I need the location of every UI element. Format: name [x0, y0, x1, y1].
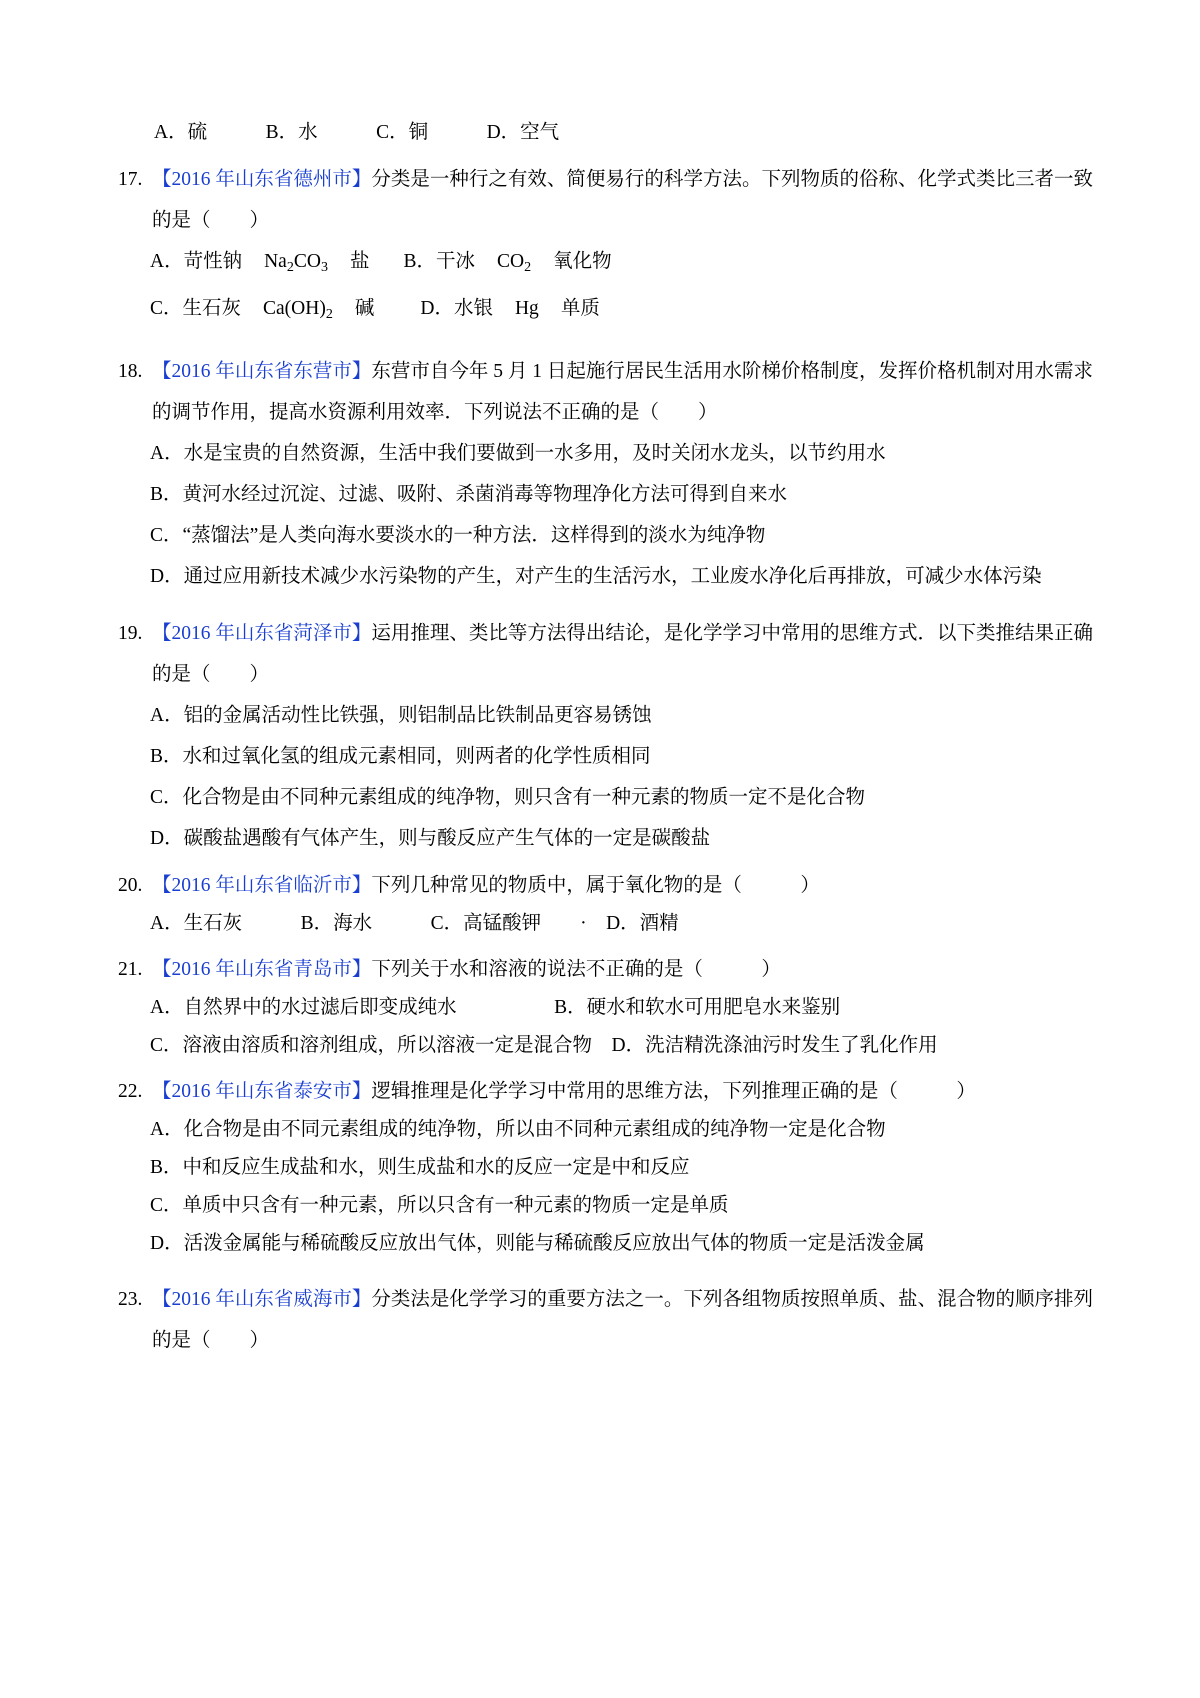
question-stem-line [118, 351, 1093, 433]
option-line-a: A．苛性钠 $Na_2CO_3$ 盐 B．干冰 $CO_2$ 氧化物 [150, 251, 612, 275]
question-source: 【2016 年山东省菏泽市】 [152, 622, 372, 644]
question-source: 【2016 年山东省泰安市】 [152, 1080, 372, 1102]
question-20 [118, 867, 1093, 943]
question-18 [118, 351, 1093, 597]
question-stem [152, 951, 1093, 989]
question-number: 19. [118, 622, 143, 644]
spacer [118, 599, 1093, 613]
option-line-b: B．黄河水经过沉淀、过滤、吸附、杀菌消毒等物理净化方法可得到自来水 [150, 483, 788, 505]
question-21 [118, 951, 1093, 1065]
question-22 [118, 1073, 1093, 1263]
question-text: 东营市自今年 5 月 1 日起施行居民生活用水阶梯价格制度，发挥价格机制对用水需求的调节作用，提高水资源利用效率．下列说法不正确的是（ ） [152, 360, 1093, 423]
option-line-c: C．“蒸馏法”是人类向海水要淡水的一种方法．这样得到的淡水为纯净物 [150, 524, 766, 546]
question-stem [152, 351, 1093, 433]
question-stem-line [118, 159, 1093, 241]
option-line-a: A．水是宝贵的自然资源，生活中我们要做到一水多用，及时关闭水龙头，以节约用水 [150, 442, 886, 464]
option-line-d: D．活泼金属能与稀硫酸反应放出气体，则能与稀硫酸反应放出气体的物质一定是活泼金属 [150, 1232, 925, 1254]
option-line-c: C．生石灰 $Ca(OH)_2$ 碱 D．水银 Hg 单质 [150, 297, 600, 322]
question-source: 【2016 年山东省临沂市】 [152, 874, 372, 896]
option-line-cd: C．溶液由溶质和溶剂组成，所以溶液一定是混合物 D．洗洁精洗涤油污时发生了乳化作用 [150, 1034, 938, 1056]
option-line-a: A．铝的金属活动性比铁强，则铝制品比铁制品更容易锈蚀 [150, 704, 652, 726]
question-text: 下列关于水和溶液的说法不正确的是（ ） [371, 958, 781, 980]
question-number: 21. [118, 958, 143, 980]
option-line-a: A．生石灰 B．海水 C．高锰酸钾 · D．酒精 [150, 912, 679, 934]
question-source: 【2016 年山东省德州市】 [152, 169, 372, 190]
question-number: 18. [118, 360, 143, 382]
question-source: 【2016 年山东省青岛市】 [152, 958, 372, 980]
question-text: 分类是一种行之有效、简便易行的科学方法。下列物质的俗称、化学式类比三者一致的是（ ） [152, 169, 1093, 231]
question-text: 逻辑推理是化学学习中常用的思维方法，下列推理正确的是（ ） [371, 1080, 976, 1102]
option-line-d: D．碳酸盐遇酸有气体产生，则与酸反应产生气体的一定是碳酸盐 [150, 827, 711, 849]
question-number: 22. [118, 1080, 143, 1102]
option-line-c: C．单质中只含有一种元素，所以只含有一种元素的物质一定是单质 [150, 1194, 729, 1216]
question-text: 分类法是化学学习的重要方法之一。下列各组物质按照单质、盐、混合物的顺序排列的是（ ） [152, 1288, 1093, 1351]
question-source: 【2016 年山东省威海市】 [152, 1288, 372, 1310]
question-19 [118, 613, 1093, 859]
question-stem-line [118, 1073, 1093, 1111]
question-stem [152, 159, 1093, 241]
question-stem [152, 867, 1093, 905]
options-line: A．硫 B．水 C．铜 D．空气 [154, 122, 560, 143]
question-number: 20. [118, 874, 143, 896]
option-line-b: B．中和反应生成盐和水，则生成盐和水的反应一定是中和反应 [150, 1156, 690, 1178]
question-stem [152, 1073, 1093, 1111]
question-text: 运用推理、类比等方法得出结论，是化学学习中常用的思维方式．以下类推结果正确的是（ ） [152, 622, 1093, 685]
question-number: 17. [118, 169, 143, 190]
spacer [118, 337, 1093, 351]
question-text: 下列几种常见的物质中，属于氧化物的是（ ） [371, 874, 820, 896]
option-line-b: B．水和过氧化氢的组成元素相同，则两者的化学性质相同 [150, 745, 651, 767]
question-17 [118, 159, 1093, 335]
question-stem-line [118, 867, 1093, 905]
document-content [118, 112, 1093, 1363]
option-line-ab: A．自然界中的水过滤后即变成纯水 B．硬水和软水可用肥皂水来鉴别 [150, 996, 841, 1018]
question-stem [152, 613, 1093, 695]
question-stem [152, 1279, 1093, 1361]
option-line-c: C．化合物是由不同种元素组成的纯净物，则只含有一种元素的物质一定不是化合物 [150, 786, 866, 808]
spacer [118, 1265, 1093, 1279]
option-line-d: D．通过应用新技术减少水污染物的产生，对产生的生活污水，工业废水净化后再排放，可减少水体污染 [150, 565, 1042, 587]
question-source: 【2016 年山东省东营市】 [152, 360, 372, 382]
question-stem-line [118, 1279, 1093, 1361]
question-stem-line [118, 951, 1093, 989]
question-stem-line [118, 613, 1093, 695]
option-line-a: A．化合物是由不同元素组成的纯净物，所以由不同种元素组成的纯净物一定是化合物 [150, 1118, 886, 1140]
question-number: 23. [118, 1288, 143, 1310]
question-23 [118, 1279, 1093, 1361]
